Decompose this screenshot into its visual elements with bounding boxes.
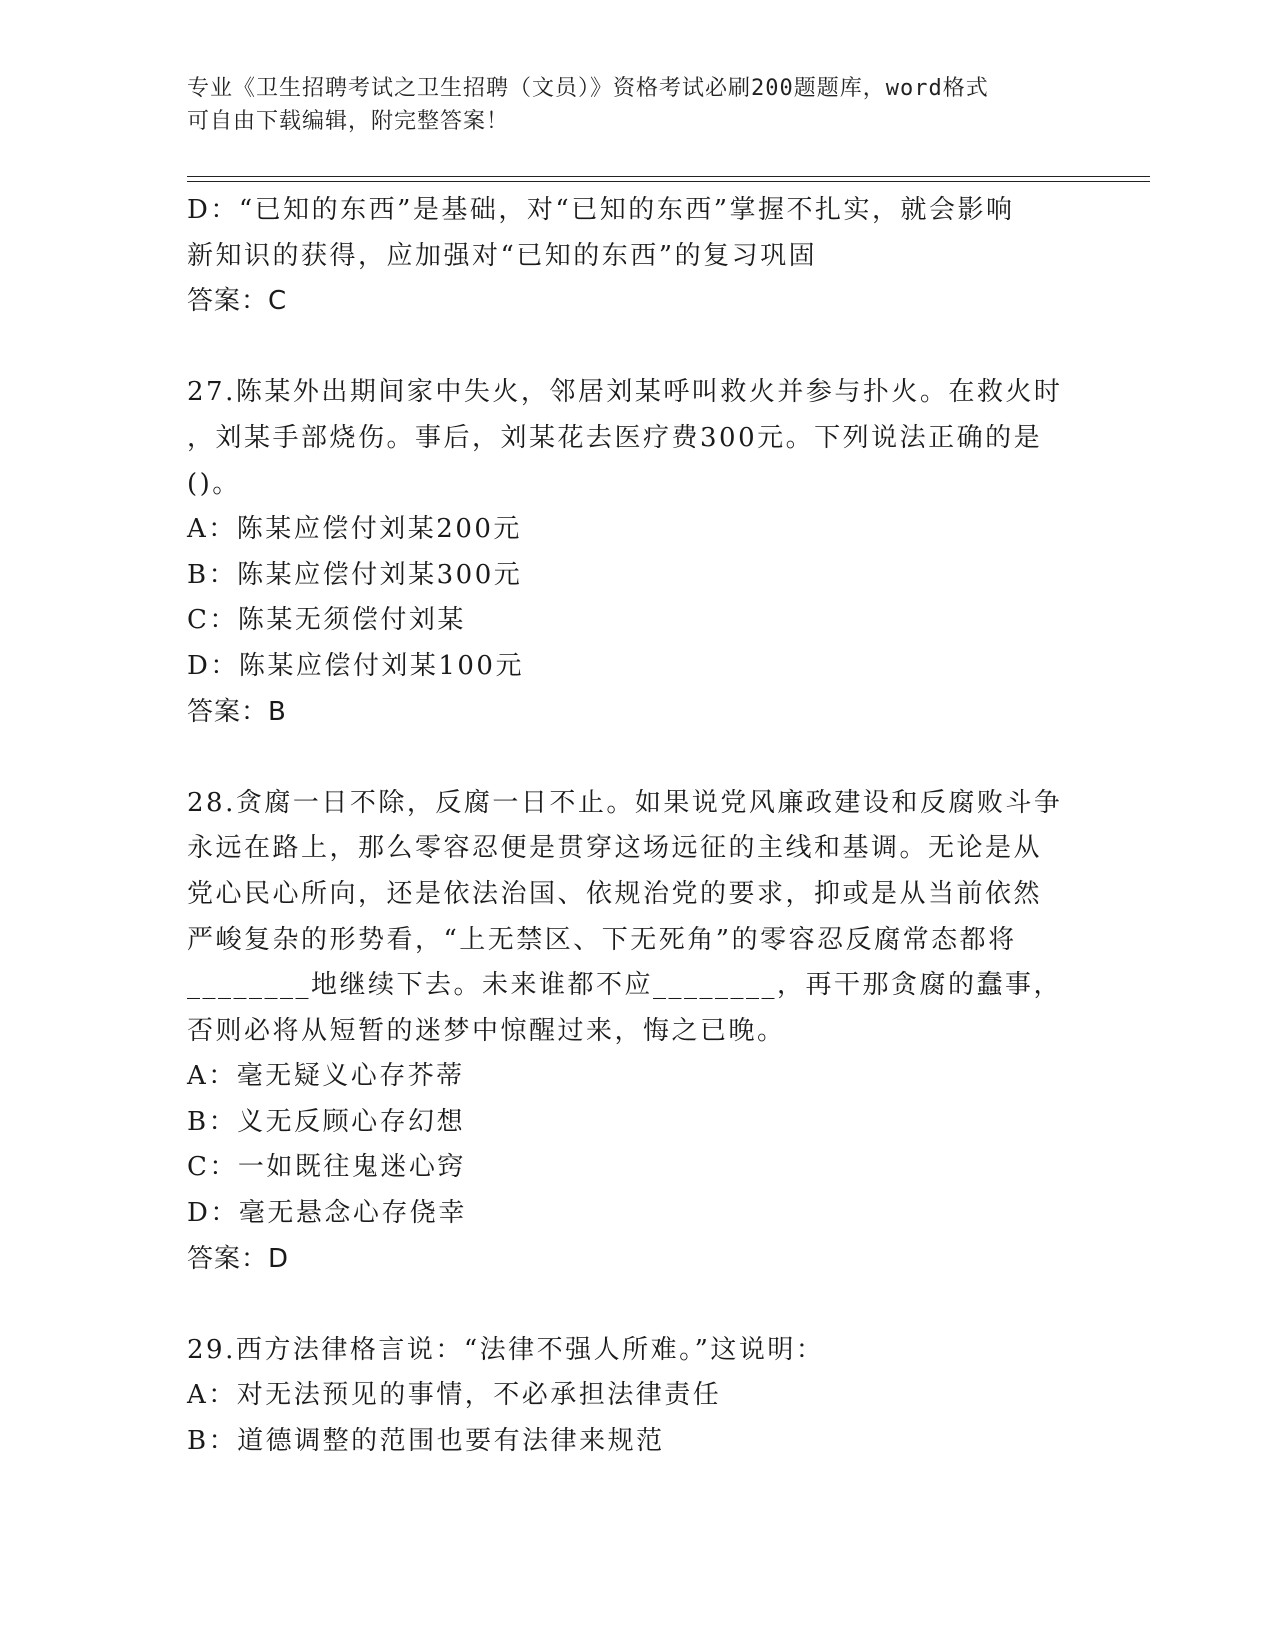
q29-option-a: A：对无法预见的事情，不必承担法律责任: [187, 1380, 722, 1411]
q28-option-c: C：一如既往鬼迷心窍: [187, 1152, 466, 1183]
q29-stem-line-1: 29.西方法律格言说：“法律不强人所难。”这说明：: [187, 1334, 825, 1365]
q28-option-d: D：毫无悬念心存侥幸: [187, 1198, 467, 1229]
q28-stem-line-4: 严峻复杂的形势看，“上无禁区、下无死角”的零容忍反腐常态都将: [187, 924, 1017, 955]
prev-option-d-line-1: D：“已知的东西”是基础，对“已知的东西”掌握不扎实，就会影响: [187, 195, 1015, 225]
q27-stem-line-2: ，刘某手部烧伤。事后，刘某花去医疗费300元。下列说法正确的是: [187, 422, 1043, 453]
q27-option-c: C：陈某无须偿付刘某: [187, 605, 466, 636]
q28-stem-line-5: ________地继续下去。未来谁都不应________，再干那贪腐的蠢事，: [187, 970, 1063, 1001]
q28-stem-line-1: 28.贪腐一日不除，反腐一日不止。如果说党风廉政建设和反腐败斗争: [187, 787, 1063, 818]
q27-option-a: A：陈某应偿付刘某200元: [187, 514, 522, 545]
q27-option-d: D：陈某应偿付刘某100元: [187, 650, 524, 681]
q27-answer: 答案：B: [187, 696, 287, 727]
document-header: [187, 72, 1087, 138]
q27-stem-line-1: 27.陈某外出期间家中失火，邻居刘某呼叫救火并参与扑火。在救火时: [187, 377, 1063, 408]
header-line-1: 专业《卫生招聘考试之卫生招聘（文员）》资格考试必刷200题题库，word格式: [187, 76, 989, 101]
spacer: [187, 325, 1092, 371]
spacer: [187, 735, 1092, 781]
q28-stem-line-3: 党心民心所向，还是依法治国、依规治党的要求，抑或是从当前依然: [187, 878, 1043, 909]
q27-stem-line-3: ()。: [187, 468, 241, 499]
spacer: [187, 1282, 1092, 1328]
q28-answer: 答案：D: [187, 1243, 290, 1274]
header-line-2: 可自由下载编辑，附完整答案！: [187, 109, 510, 134]
question-content: [187, 188, 1092, 1465]
q28-option-b: B：义无反顾心存幻想: [187, 1106, 466, 1137]
q29-option-b: B：道德调整的范围也要有法律来规范: [187, 1426, 665, 1457]
q28-stem-line-6: 否则必将从短暂的迷梦中惊醒过来，悔之已晚。: [187, 1015, 786, 1046]
header-divider: [187, 176, 1150, 182]
q27-option-b: B：陈某应偿付刘某300元: [187, 559, 523, 590]
q28-option-a: A：毫无疑义心存芥蒂: [187, 1061, 465, 1092]
prev-answer: 答案：C: [187, 286, 288, 317]
q28-stem-line-2: 永远在路上，那么零容忍便是贯穿这场远征的主线和基调。无论是从: [187, 833, 1043, 864]
prev-option-d-line-2: 新知识的获得，应加强对“已知的东西”的复习巩固: [187, 240, 818, 271]
